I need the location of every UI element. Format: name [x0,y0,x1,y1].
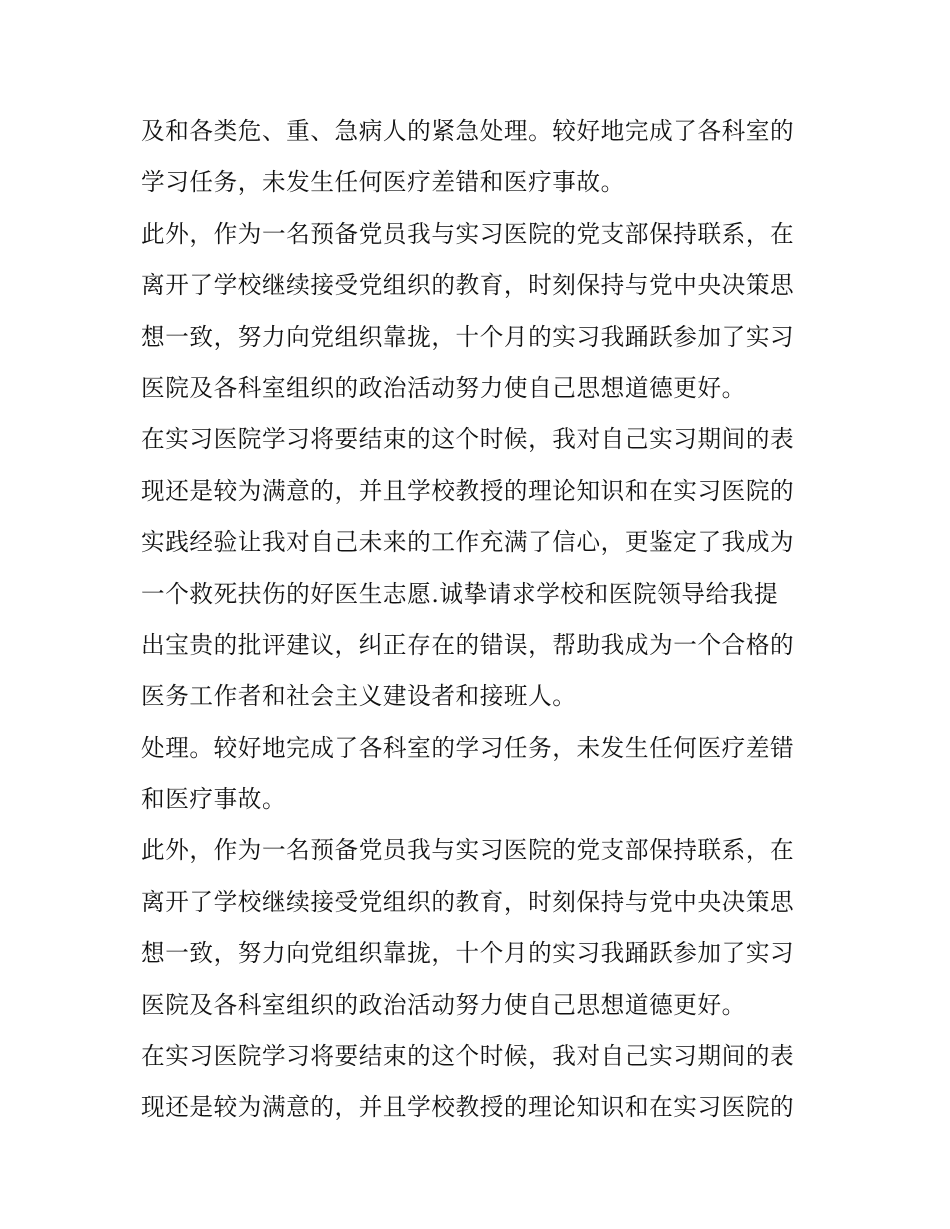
text-line: 实践经验让我对自己未来的工作充满了信心，更鉴定了我成为 [141,528,795,557]
text-line: 学习任务，未发生任何医疗差错和医疗事故。 [141,168,625,197]
text-line: 和医疗事故。 [141,785,287,814]
text-line: 在实习医院学习将要结束的这个时候，我对自己实习期间的表 [141,425,795,454]
text-line: 医院及各科室组织的政治活动努力使自己思想道德更好。 [141,373,746,402]
text-line: 现还是较为满意的，并且学校教授的理论知识和在实习医院的 [141,1093,795,1122]
text-line: 此外，作为一名预备党员我与实习医院的党支部保持联系，在 [141,219,795,248]
text-line: 出宝贵的批评建议，纠正存在的错误，帮助我成为一个合格的 [141,630,795,659]
text-line: 离开了学校继续接受党组织的教育，时刻保持与党中央决策思 [141,887,795,916]
text-line: 离开了学校继续接受党组织的教育，时刻保持与党中央决策思 [141,271,795,300]
body-text [141,106,821,1134]
text-line: 医务工作者和社会主义建设者和接班人。 [141,682,577,711]
text-line: 处理。较好地完成了各科室的学习任务，未发生任何医疗差错 [141,733,795,762]
text-line: 医院及各科室组织的政治活动努力使自己思想道德更好。 [141,990,746,1019]
text-line: 想一致，努力向党组织靠拢，十个月的实习我踊跃参加了实习 [141,939,795,968]
text-line: 在实习医院学习将要结束的这个时候，我对自己实习期间的表 [141,1042,795,1071]
text-line: 此外，作为一名预备党员我与实习医院的党支部保持联系，在 [141,836,795,865]
text-line: 及和各类危、重、急病人的紧急处理。较好地完成了各科室的 [141,117,795,145]
text-line: 现还是较为满意的，并且学校教授的理论知识和在实习医院的 [141,476,795,505]
text-line: 想一致，努力向党组织靠拢，十个月的实习我踊跃参加了实习 [141,322,795,351]
text-line: 一个救死扶伤的好医生志愿.诚挚请求学校和医院领导给我提 [141,579,779,608]
